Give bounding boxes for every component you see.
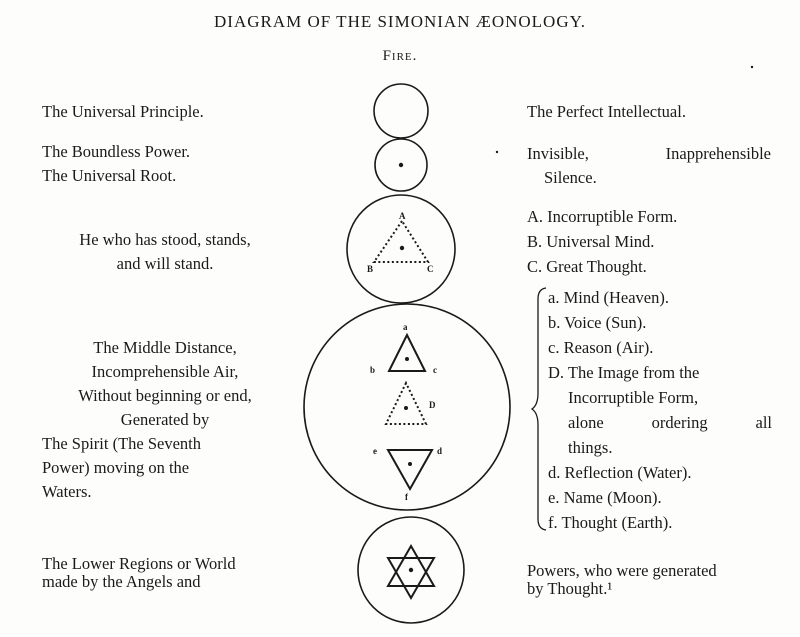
right-seven-item-1-text: Mind (Heaven). — [563, 288, 669, 307]
page-title: DIAGRAM OF THE SIMONIAN ÆONOLOGY. — [214, 12, 586, 31]
dot-boundless-power — [399, 163, 403, 167]
right-seven-item-3-text: Reason (Air). — [563, 338, 654, 357]
label-A: A — [399, 211, 406, 221]
dot-stood — [400, 246, 404, 250]
right-seven-item-6-letter: e. — [548, 488, 560, 507]
right-item-C-letter: C. — [527, 257, 543, 276]
triangle-abc-solid — [389, 335, 425, 371]
label-C: C — [427, 264, 434, 274]
left-stood-line-2: and will stand. — [116, 254, 214, 273]
circle-universal-principle — [374, 84, 428, 138]
left-lower-line-1: The Lower Regions or World — [42, 554, 236, 573]
label-e: e — [373, 446, 377, 456]
right-seven-item-2-text: Voice (Sun). — [564, 313, 647, 332]
right-seven-item-4-line-3-text: alone ordering all — [568, 413, 772, 432]
dot-triangle-abc-lower — [405, 357, 409, 361]
left-universal-root: The Universal Root. — [42, 166, 177, 185]
dot-triangle-def — [408, 462, 412, 466]
right-seven-item-5-text: Reflection (Water). — [564, 463, 692, 482]
right-perfect-intellectual: The Perfect Intellectual. — [527, 102, 686, 121]
left-middle-line-4: Generated by — [120, 410, 210, 429]
speck-mark-corner — [751, 66, 753, 68]
right-seven-item-4-line-4: things. — [568, 438, 613, 457]
left-middle-line-3: Without beginning or end, — [78, 386, 252, 405]
right-seven-item-4-letter: D. — [548, 363, 565, 382]
right-item-C-text: Great Thought. — [546, 257, 647, 276]
speck-mark — [496, 151, 498, 153]
triangle-d-dotted — [386, 383, 426, 424]
left-universal-principle: The Universal Principle. — [42, 102, 204, 121]
right-seven-item-1-letter: a. — [548, 288, 560, 307]
dot-triangle-d — [404, 406, 408, 410]
label-f: f — [405, 492, 408, 502]
label-b: b — [370, 365, 376, 375]
left-boundless-power: The Boundless Power. — [42, 142, 191, 161]
left-middle-line-6: Power) moving on the — [42, 458, 190, 477]
label-B: B — [367, 264, 374, 274]
left-stood-line-1: He who has stood, stands, — [79, 230, 251, 249]
left-middle-line-5: The Spirit (The Seventh — [42, 434, 202, 453]
label-d: d — [437, 446, 443, 456]
right-seven-item-4-text: The Image from the — [567, 363, 700, 382]
label-a: a — [403, 322, 408, 332]
right-powers-line-2: by Thought.¹ — [527, 579, 613, 598]
right-item-A-letter: A. — [527, 207, 544, 226]
right-invisible-word-2: Inapprehensible — [665, 144, 771, 163]
right-seven-item-5-letter: d. — [548, 463, 561, 482]
right-invisible-word-1: Invisible, — [527, 144, 589, 163]
triangle-def-inverted — [388, 450, 432, 489]
right-item-B-text: Universal Mind. — [546, 232, 655, 251]
triangle-abc-dotted — [374, 221, 428, 262]
dot-hexagram — [409, 568, 413, 572]
right-seven-item-4-line-2: Incorruptible Form, — [568, 388, 699, 407]
left-lower-line-2: made by the Angels and — [42, 572, 201, 591]
right-item-A-text: Incorruptible Form. — [547, 207, 678, 226]
label-c: c — [433, 365, 437, 375]
right-seven-item-6-text: Name (Moon). — [563, 488, 662, 507]
right-silence: Silence. — [544, 168, 597, 187]
right-item-B-letter: B. — [527, 232, 543, 251]
right-seven-item-7-text: Thought (Earth). — [561, 513, 673, 532]
left-middle-line-2: Incomprehensible Air, — [91, 362, 239, 381]
label-D: D — [429, 400, 436, 410]
right-seven-item-7-letter: f. — [548, 513, 558, 532]
left-middle-line-7: Waters. — [42, 482, 92, 501]
page-subtitle: Fire. — [382, 48, 418, 64]
left-middle-line-1: The Middle Distance, — [93, 338, 237, 357]
right-seven-item-2-letter: b. — [548, 313, 561, 332]
right-seven-item-3-letter: c. — [548, 338, 560, 357]
right-powers-line-1: Powers, who were generated — [527, 561, 717, 580]
